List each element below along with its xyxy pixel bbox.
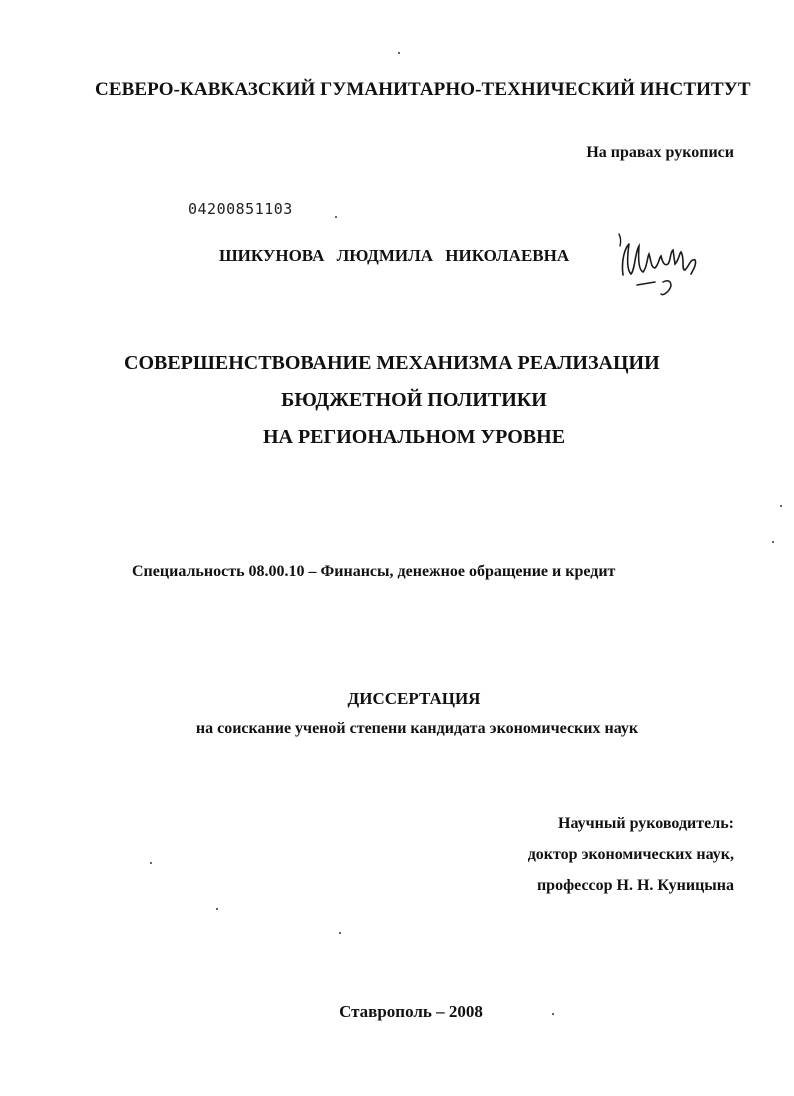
signature-image <box>615 230 710 300</box>
scan-speck <box>780 505 782 507</box>
scan-speck <box>335 216 337 218</box>
title-line-3: НА РЕГИОНАЛЬНОМ УРОВНЕ <box>262 426 566 448</box>
catalog-code: 04200851103 <box>188 200 293 218</box>
specialty-line: Специальность 08.00.10 – Финансы, денежное обращение и кредит <box>132 563 616 580</box>
institute-name: СЕВЕРО-КАВКАЗСКИЙ ГУМАНИТАРНО-ТЕХНИЧЕСКИЙ ИНСТИТУТ <box>95 79 751 100</box>
supervisor-heading: Научный руководитель: <box>558 815 734 832</box>
degree-line: на соискание ученой степени кандидата экономических наук <box>195 720 639 737</box>
supervisor-degree: доктор экономических наук, <box>527 846 734 863</box>
title-line-1: СОВЕРШЕНСТВОВАНИЕ МЕХАНИЗМА РЕАЛИЗАЦИИ <box>124 352 660 374</box>
scan-speck <box>150 862 152 864</box>
city-year: Ставрополь – 2008 <box>339 1002 483 1021</box>
supervisor-name: профессор Н. Н. Куницына <box>536 877 734 894</box>
scan-speck <box>339 932 341 934</box>
rights-note: На правах рукописи <box>586 144 734 161</box>
title-line-2: БЮДЖЕТНОЙ ПОЛИТИКИ <box>281 389 547 411</box>
author-name: ШИКУНОВА ЛЮДМИЛА НИКОЛАЕВНА <box>219 246 570 265</box>
scan-speck <box>216 908 218 910</box>
scan-speck <box>772 541 774 543</box>
scan-speck <box>552 1013 554 1015</box>
scan-speck <box>398 52 400 54</box>
work-type: ДИССЕРТАЦИЯ <box>347 689 481 708</box>
